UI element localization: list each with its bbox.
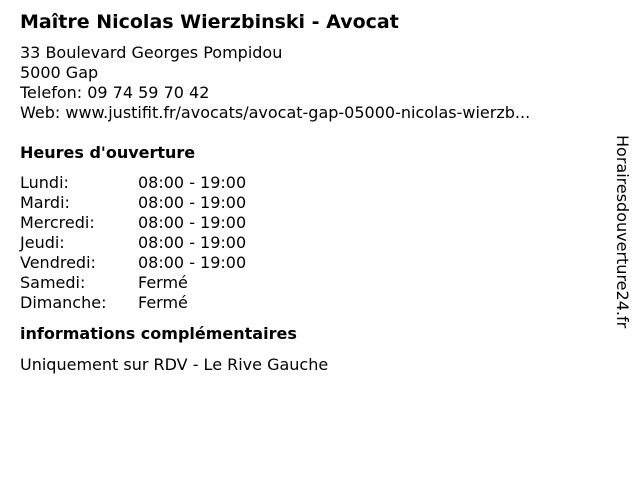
watermark <box>612 135 632 345</box>
city-line: 5000 Gap <box>20 63 99 82</box>
day-label: Vendredi: <box>20 253 96 272</box>
hours-heading: Heures d'ouverture <box>20 143 196 162</box>
address-line: 33 Boulevard Georges Pompidou <box>20 43 283 62</box>
extra-info-heading: informations complémentaires <box>20 324 297 343</box>
time-value: 08:00 - 19:00 <box>138 233 247 252</box>
hours-row-wednesday <box>20 213 600 233</box>
time-value: Fermé <box>138 273 188 292</box>
day-label: Mardi: <box>20 193 70 212</box>
hours-row-saturday <box>20 273 600 293</box>
hours-row-friday <box>20 253 600 273</box>
time-value: 08:00 - 19:00 <box>138 173 247 192</box>
watermark-text: Horairesdouverture24.fr <box>613 135 632 329</box>
hours-table <box>20 173 600 313</box>
hours-row-thursday <box>20 233 600 253</box>
time-value: Fermé <box>138 293 188 312</box>
business-name: Maître Nicolas Wierzbinski - Avocat <box>20 11 399 33</box>
time-value: 08:00 - 19:00 <box>138 193 247 212</box>
hours-row-sunday <box>20 293 600 313</box>
hours-row-tuesday <box>20 193 600 213</box>
hours-row-monday <box>20 173 600 193</box>
day-label: Dimanche: <box>20 293 107 312</box>
day-label: Jeudi: <box>20 233 65 252</box>
day-label: Samedi: <box>20 273 86 292</box>
time-value: 08:00 - 19:00 <box>138 213 247 232</box>
website-line: Web: www.justifit.fr/avocats/avocat-gap-05000-nicolas-wierzb... <box>20 103 531 122</box>
phone-line: Telefon: 09 74 59 70 42 <box>20 83 210 102</box>
day-label: Mercredi: <box>20 213 95 232</box>
time-value: 08:00 - 19:00 <box>138 253 247 272</box>
day-label: Lundi: <box>20 173 69 192</box>
extra-info-text: Uniquement sur RDV - Le Rive Gauche <box>20 355 329 374</box>
business-card <box>20 10 600 375</box>
